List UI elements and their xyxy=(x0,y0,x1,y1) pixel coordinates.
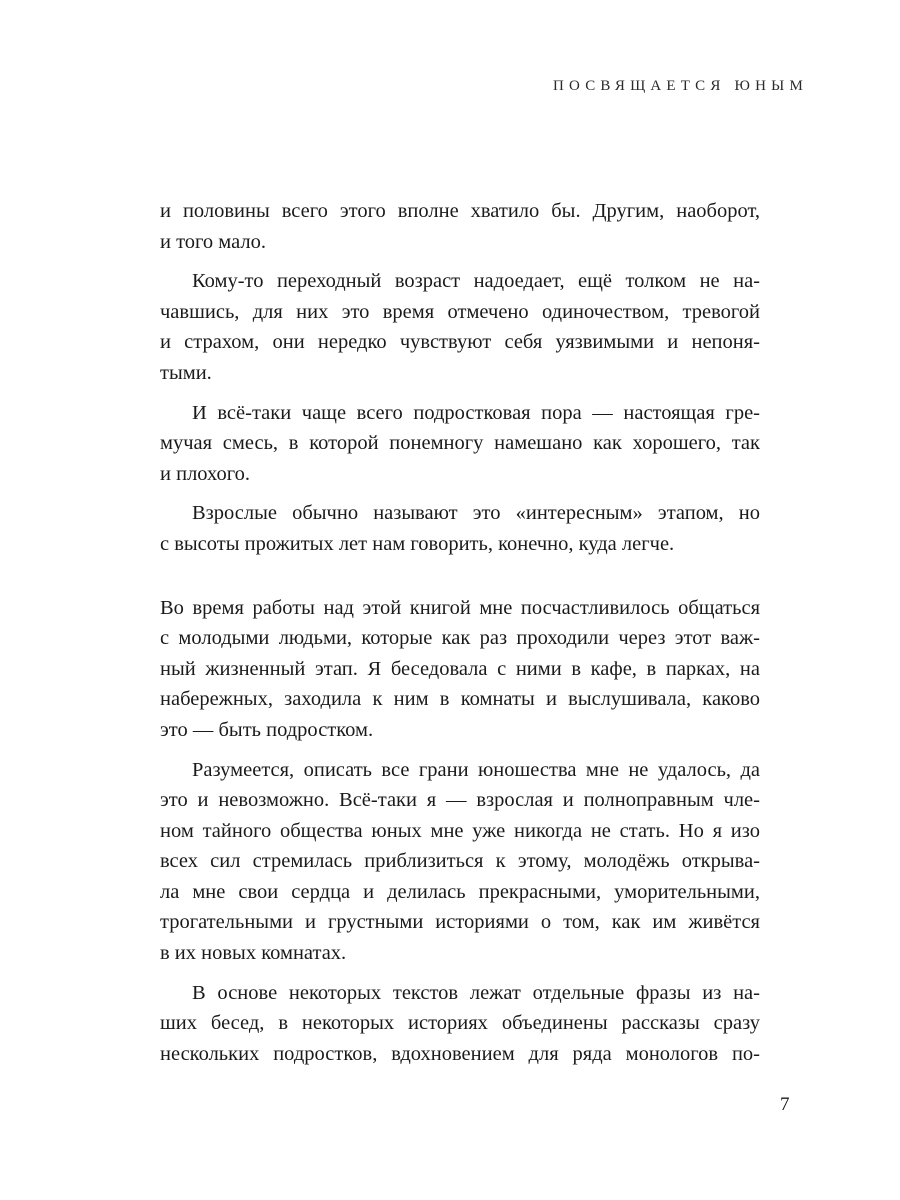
text-line: тыми. xyxy=(160,361,212,384)
text-line: И всё-таки чаще всего подростковая пора — настоящая гре- xyxy=(192,401,760,424)
text-line: ших бесед, в некоторых историях объединены рассказы сразу xyxy=(160,1012,760,1035)
text-line: Кому-то переходный возраст надоедает, ещё толком не на- xyxy=(192,270,760,293)
section-break xyxy=(160,569,760,593)
page-number: 7 xyxy=(780,1094,790,1115)
text-line: всех сил стремилась приблизиться к этому, молодёжь открыва- xyxy=(160,850,760,873)
body-text xyxy=(160,196,760,1078)
text-line: Взрослые обычно называют это «интересным» этапом, но xyxy=(192,502,760,525)
text-line: это и невозможно. Всё-таки я — взрослая и полноправным чле- xyxy=(160,789,760,812)
text-line: с молодыми людьми, которые как раз проходили через этот важ- xyxy=(160,627,760,650)
text-line: В основе некоторых текстов лежат отдельные фразы из на- xyxy=(192,981,760,1004)
running-head: ПОСВЯЩАЕТСЯ ЮНЫМ xyxy=(552,78,808,94)
text-line: и страхом, они нередко чувствуют себя уязвимыми и непоня- xyxy=(160,331,760,354)
text-line: и того мало. xyxy=(160,230,267,253)
text-line: ла мне свои сердца и делилась прекрасными, уморительными, xyxy=(160,880,760,903)
text-line: набережных, заходила к ним в комнаты и выслушивала, каково xyxy=(160,688,760,711)
text-line: и плохого. xyxy=(160,462,251,485)
text-line: и половины всего этого вполне хватило бы. Другим, наоборот, xyxy=(160,200,760,222)
text-section xyxy=(160,593,760,1070)
text-line: ный жизненный этап. Я беседовала с ними в кафе, в парках, на xyxy=(160,657,760,680)
text-line: Во время работы над этой книгой мне посчастливилось общаться xyxy=(160,596,760,619)
paragraph xyxy=(160,196,760,257)
paragraph xyxy=(160,978,760,1070)
text-line: с высоты прожитых лет нам говорить, конечно, куда легче. xyxy=(160,532,675,555)
text-line: трогательными и грустными историями о том, как им живётся xyxy=(160,911,760,934)
text-line: нескольких подростков, вдохновением для ряда монологов по- xyxy=(160,1042,760,1065)
text-line: ном тайного общества юных мне уже никогда не стать. Но я изо xyxy=(160,819,760,842)
text-line: мучая смесь, в которой понемногу намешано как хорошего, так xyxy=(160,432,760,455)
text-section xyxy=(160,196,760,560)
text-line: в их новых комнатах. xyxy=(160,942,347,965)
paragraph xyxy=(160,498,760,559)
text-line: Разумеется, описать все грани юношества мне не удалось, да xyxy=(192,758,760,781)
paragraph xyxy=(160,398,760,490)
text-line: это — быть подростком. xyxy=(160,718,374,741)
paragraph xyxy=(160,593,760,746)
paragraph xyxy=(160,266,760,388)
paragraph xyxy=(160,755,760,969)
text-line: чавшись, для них это время отмечено одиночеством, тревогой xyxy=(160,300,760,323)
